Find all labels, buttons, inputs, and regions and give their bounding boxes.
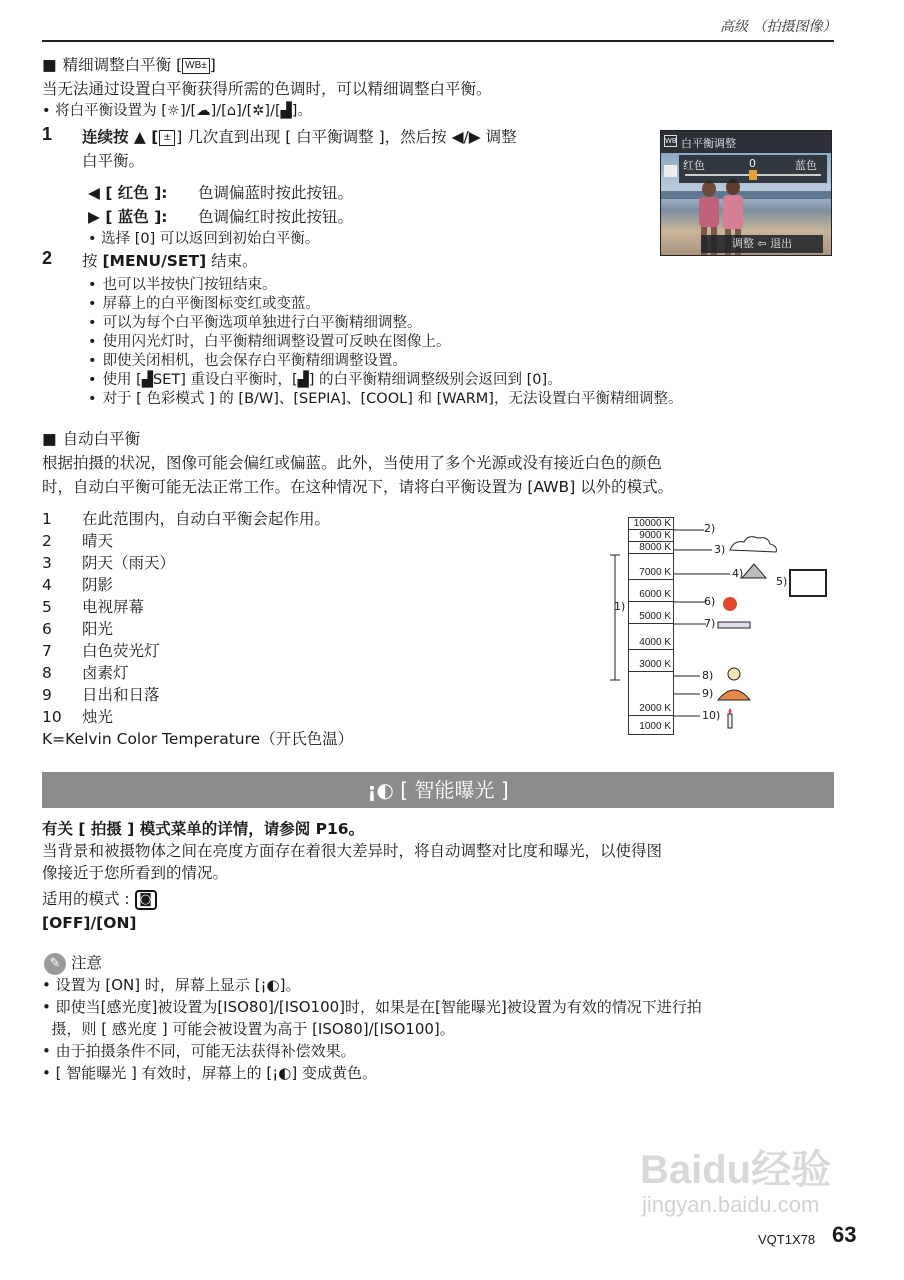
awb-para-2: 时，自动白平衡可能无法正常工作。在这种情况下，请将白平衡设置为 [AWB] 以外的模式。 bbox=[42, 478, 674, 496]
halogen-bulb-icon bbox=[728, 668, 740, 680]
legend-item: 10 烛光 bbox=[42, 708, 114, 726]
page-number: 63 bbox=[832, 1222, 857, 1247]
wb-fine-title: ■ 精细调整白平衡 [ WB± ] bbox=[42, 54, 216, 76]
tv-icon bbox=[790, 570, 826, 596]
awb-para-1: 根据拍摄的状况，图像可能会偏红或偏蓝。此外，当使用了多个光源或没有接近白色的颜色 bbox=[42, 454, 663, 472]
wb-adjust-slider-thumb bbox=[749, 170, 757, 180]
tick-9000: 9000 K bbox=[629, 530, 673, 542]
label-7: 7) bbox=[704, 617, 716, 630]
candle-flame-icon bbox=[729, 708, 732, 714]
sun-icon bbox=[723, 597, 737, 611]
tick-7000: 7000 K bbox=[629, 554, 673, 580]
iexposure-modes: 适用的模式 : ◙ bbox=[42, 888, 157, 910]
cloudy-icon: ☁ bbox=[196, 103, 211, 119]
shade-icon bbox=[742, 564, 766, 578]
screen-footer: 调整 ⇦ 退出 bbox=[701, 235, 823, 253]
sunset-icon bbox=[718, 690, 750, 700]
note-item: • [ 智能曝光 ] 有效时，屏幕上的 [¡◐] 变成黄色。 bbox=[42, 1064, 377, 1082]
manual-wb-icon: ▟ bbox=[280, 103, 292, 119]
iexposure-options: [OFF]/[ON] bbox=[42, 914, 137, 932]
label-5: 5) bbox=[776, 575, 788, 588]
exposure-comp-icon: ± bbox=[159, 130, 175, 146]
legend-item: 5 电视屏幕 bbox=[42, 598, 145, 616]
tick-5000: 5000 K bbox=[629, 602, 673, 624]
tick-10000: 10000 K bbox=[629, 518, 673, 530]
tick-4000: 4000 K bbox=[629, 624, 673, 650]
tick-1000: 1000 K bbox=[639, 721, 671, 732]
legend-item: 1 在此范围内，自动白平衡会起作用。 bbox=[42, 510, 331, 528]
left-key-row: ◀ [ 红色 ]: 色调偏蓝时按此按钮。 bbox=[88, 184, 354, 202]
list-item: • 即使关闭相机，也会保存白平衡精细调整设置。 bbox=[88, 352, 682, 371]
list-item: • 也可以半按快门按钮结束。 bbox=[88, 276, 682, 295]
sunny-icon: ☼ bbox=[166, 103, 180, 119]
note-item: • 设置为 [ON] 时，屏幕上显示 [¡◐]。 bbox=[42, 976, 301, 994]
intelligent-exposure-title: [ 智能曝光 ] bbox=[400, 778, 509, 802]
legend-item: 4 阴影 bbox=[42, 576, 114, 594]
tick-6000: 6000 K bbox=[629, 580, 673, 602]
wb-adjust-bar bbox=[679, 155, 827, 183]
notes-list bbox=[42, 974, 702, 1084]
list-item: • 使用 [▟SET] 重设白平衡时，[▟] 的白平衡精细调整级别会返回到 [0]。 bbox=[88, 371, 682, 390]
header-divider bbox=[42, 40, 834, 42]
pencil-icon: ✎ bbox=[44, 953, 66, 975]
list-item: • 可以为每个白平衡选项单独进行白平衡精细调整。 bbox=[88, 314, 682, 333]
red-label: 红色 bbox=[683, 159, 705, 172]
label-4: 4) bbox=[732, 567, 744, 580]
right-key-row: ▶ [ 蓝色 ]: 色调偏红时按此按钮。 bbox=[88, 208, 354, 226]
label-2: 2) bbox=[704, 522, 716, 535]
notes-title: ✎ 注意 bbox=[44, 952, 102, 975]
label-8: 8) bbox=[702, 669, 714, 682]
kelvin-note: K=Kelvin Color Temperature（开氏色温） bbox=[42, 730, 354, 748]
legend-item: 2 晴天 bbox=[42, 532, 114, 550]
camera-screen-illustration bbox=[660, 130, 832, 256]
list-item: • 屏幕上的白平衡图标变红或变蓝。 bbox=[88, 295, 682, 314]
wb-fine-bullets bbox=[88, 276, 682, 409]
intelligent-exposure-bar bbox=[42, 772, 834, 808]
halogen-icon: ✲ bbox=[252, 103, 265, 119]
reset-note: • 选择 [0] 可以返回到初始白平衡。 bbox=[88, 231, 320, 247]
wb-fine-intro: 当无法通过设置白平衡获得所需的色调时，可以精细调整白平衡。 bbox=[42, 80, 492, 98]
wb-screen-icon: WB bbox=[665, 137, 677, 145]
list-item: • 使用闪光灯时，白平衡精细调整设置可反映在图像上。 bbox=[88, 333, 682, 352]
cloudy-icon bbox=[730, 537, 776, 552]
intelligent-exposure-icon: ¡◐ bbox=[367, 778, 394, 802]
header-section: 高级 （拍摄图像） bbox=[720, 19, 837, 35]
legend-item: 6 阳光 bbox=[42, 620, 114, 638]
legend-item: 7 白色荧光灯 bbox=[42, 642, 160, 660]
list-item: • 对于 [ 色彩模式 ] 的 [B/W]、[SEPIA]、[COOL] 和 [WARM]，无法设置白平衡精细调整。 bbox=[88, 390, 682, 409]
label-1: 1) bbox=[614, 600, 626, 613]
legend-item: 3 阴天（雨天） bbox=[42, 554, 176, 572]
tick-3000: 3000 K bbox=[629, 650, 673, 672]
tick-2000: 2000 K bbox=[629, 672, 673, 716]
label-6: 6) bbox=[704, 595, 716, 608]
wb-set-line: • 将白平衡设置为 [☼]/[☁]/[⌂]/[✲]/[▟]。 bbox=[42, 103, 312, 119]
step-1-text: 连续按 ▲ [ ± ] 几次直到出现 [ 白平衡调整 ]，然后按 ◀/▶ 调整 bbox=[82, 128, 517, 146]
zero-label: 0 bbox=[749, 157, 756, 170]
legend-item: 9 日出和日落 bbox=[42, 686, 160, 704]
footer-code: VQT1X78 bbox=[758, 1232, 816, 1247]
tick-8000: 8000 K bbox=[629, 542, 673, 554]
manual-wb-screen-icon bbox=[664, 165, 677, 177]
awb-title: ■ 自动白平衡 bbox=[42, 428, 140, 450]
baidu-watermark-url: jingyan.baidu.com bbox=[642, 1192, 820, 1217]
label-9: 9) bbox=[702, 687, 714, 700]
iexposure-desc-1: 当背景和被摄物体之间在亮度方面存在着很大差异时，将自动调整对比度和曝光，以使得图 bbox=[42, 842, 663, 860]
awb-legend bbox=[42, 508, 353, 750]
note-item: 摄，则 [ 感光度 ] 可能会被设置为高于 [ISO80]/[ISO100]。 bbox=[42, 1020, 455, 1038]
step-1-number: 1 bbox=[42, 124, 53, 144]
step-2-number: 2 bbox=[42, 248, 53, 268]
wb-adjust-icon: WB± bbox=[182, 58, 210, 74]
candle-icon bbox=[728, 714, 732, 728]
wb-adjust-screen-title: 白平衡调整 bbox=[661, 131, 831, 153]
step-2-text: 按 [MENU/SET] 结束。 bbox=[82, 252, 258, 270]
fluorescent-icon bbox=[718, 622, 750, 628]
camera-mode-icon: ◙ bbox=[135, 890, 157, 910]
note-item: • 即使当[感光度]被设置为[ISO80]/[ISO100]时，如果是在[智能曝光]被设置为有效的情况下进行拍 bbox=[42, 998, 702, 1016]
note-item: • 由于拍摄条件不同，可能无法获得补偿效果。 bbox=[42, 1042, 356, 1060]
iexposure-ref: 有关 [ 拍摄 ] 模式菜单的详情，请参阅 P16。 bbox=[42, 820, 365, 838]
blue-label: 蓝色 bbox=[795, 159, 817, 172]
shade-icon: ⌂ bbox=[226, 103, 237, 119]
label-10: 10) bbox=[702, 709, 721, 722]
iexposure-desc-2: 像接近于您所看到的情况。 bbox=[42, 864, 229, 882]
baidu-watermark-logo: Baidu经验 bbox=[640, 1148, 832, 1192]
step-1-text-2: 白平衡。 bbox=[82, 152, 145, 170]
label-3: 3) bbox=[714, 543, 726, 556]
legend-item: 8 卤素灯 bbox=[42, 664, 129, 682]
